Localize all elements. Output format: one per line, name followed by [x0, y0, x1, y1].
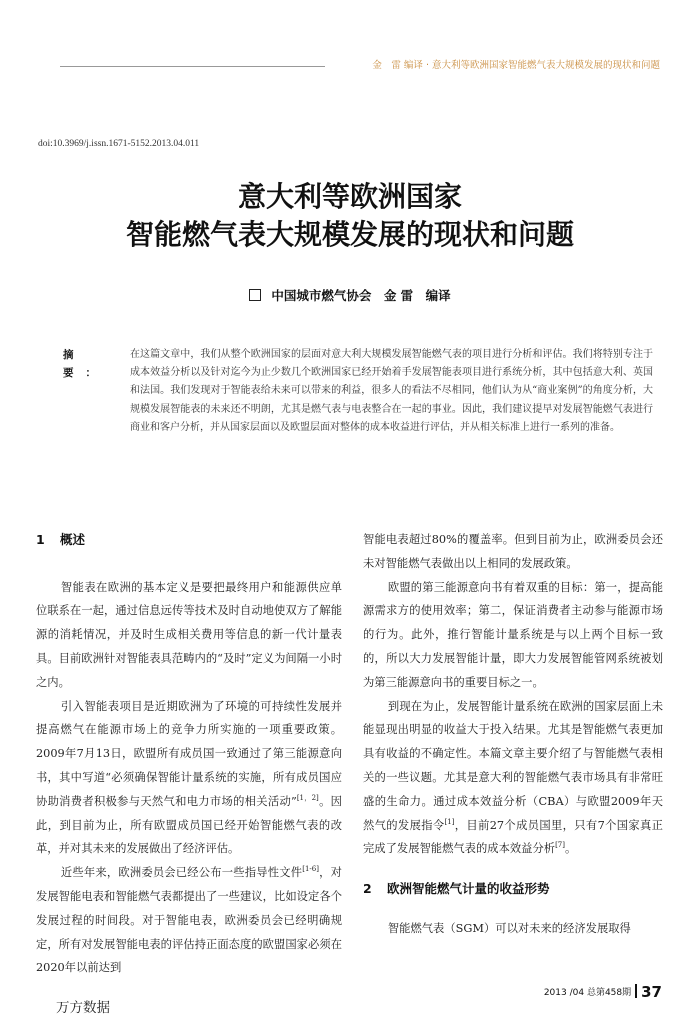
citation-ref: [1] [444, 817, 455, 826]
square-icon [249, 289, 261, 301]
left-paragraph-2 [36, 695, 342, 862]
doi: doi:10.3969/j.issn.1671-5152.2013.04.011 [38, 139, 200, 149]
section-1-number: 1 [36, 532, 45, 547]
byline [0, 286, 700, 304]
left-paragraph-3 [36, 861, 342, 980]
citation-ref: [1，2] [296, 794, 319, 802]
right-paragraph-3 [363, 695, 663, 862]
right-paragraph-2: 欧盟的第三能源意向书有着双重的目标：第一，提高能源需求方的使用效率；第二，保证消费者主动参与能源市场的行为。此外，推行智能计量系统是与以上两个目标一致的，所以大力发展智能计量，即大力发展智能管网系统被划为第三能源意向书的重要目标之一。 [363, 580, 663, 689]
title-line-1: 意大利等欧洲国家 [237, 180, 462, 213]
abstract-label: 摘 要： [63, 349, 108, 380]
article-title [0, 178, 700, 254]
left-p2-text-b: 。因此，到目前为止，所有欧盟成员国已经开始智能燃气表的改革，并对其未来的发展做出了经济评估。 [36, 794, 342, 856]
section-2-number: 2 [363, 881, 372, 897]
abstract-text: 在这篇文章中，我们从整个欧洲国家的层面对意大利大规模发展智能燃气表的项目进行分析和评估。我们将特别专注于成本效益分析以及针对迄今为止少数几个欧洲国家已经开始着手发展智能表项目进行系统分析，其中包括意大利、英国和法国。我们发现对于智能表给未来可以带来的利益，很多人的看法不尽相同，他们认为从“商业案例”的角度分析，大规模发展智能表的未来还不明朗，尤其是燃气表与电表整合在一起的事业。因此，我们建议提早对发展智能燃气表进行商业和客户分析，并从国家层面以及欧盟层面对整体的成本收益进行评估，并从相关标准上进行一系列的准备。 [130, 349, 653, 433]
running-header: 金 雷 编译 · 意大利等欧洲国家智能燃气表大规模发展的现状和问题 [372, 60, 660, 71]
left-column [36, 528, 342, 980]
citation-ref: [7] [555, 841, 565, 850]
right-paragraph-4: 智能燃气表（SGM）可以对未来的经济发展取得 [387, 921, 631, 935]
page-number: 37 [641, 983, 662, 1001]
section-2-title: 欧洲智能燃气计量的收益形势 [387, 881, 550, 897]
citation-ref: [1-6] [302, 865, 319, 874]
right-p3-text-c: 。 [564, 842, 577, 856]
left-p2-text-a: 引入智能表项目是近期欧洲为了环境的可持续性发展并提高燃气在能源市场上的竞争力所实施的一项重要政策。2009年7月13日，欧盟所有成员国一致通过了第三能源意向书，其中写道“必须确保智能计量系统的实施，所有成员国应协助消费者积极参与天然气和电力市场的相关活动” [36, 699, 342, 808]
right-p3-text-a: 到现在为止，发展智能计量系统在欧洲的国家层面上未能显现出明显的收益大于投入结果。尤其是智能燃气表更加具有收益的不确定性。本篇文章主要介绍了与智能燃气表相关的一些议题。尤其是意大利的智能燃气表市场具有非常旺盛的生命力。通过成本效益分析（CBA）与欧盟2009年天然气的发展指令 [363, 699, 663, 832]
divider [635, 984, 637, 998]
issue-info: 2013 /04 总第458期 [543, 988, 632, 998]
left-p3-text-a: 近些年来，欧洲委员会已经公布一些指导性文件 [60, 866, 303, 880]
title-line-2: 智能燃气表大规模发展的现状和问题 [125, 218, 574, 251]
left-p3-text-b: ，对发展智能电表和智能燃气表都提出了一些建议，比如设定各个发展过程的时间段。对于智能电表，欧洲委员会已经明确规定，所有对发展智能电表的评估持正面态度的欧盟国家必须在2020年以前达到 [36, 866, 342, 975]
watermark: 万方数据 [56, 1000, 110, 1016]
section-2-heading [363, 877, 663, 901]
byline-text: 中国城市燃气协会 金 雷 编译 [271, 288, 451, 303]
right-column [363, 528, 663, 941]
right-p3-text-b: ，目前27个成员国里，只有7个国家真正完成了发展智能燃气表的成本效益分析 [363, 818, 663, 856]
page-footer [544, 983, 662, 1001]
right-paragraph-1: 智能电表超过80%的覆盖率。但到目前为止，欧洲委员会还未对智能燃气表做出以上相同的发展政策。 [363, 533, 663, 570]
header-rule [60, 66, 325, 67]
section-1-title: 概述 [60, 532, 86, 547]
section-1-heading [36, 528, 342, 552]
abstract [63, 346, 653, 437]
left-paragraph-1: 智能表在欧洲的基本定义是要把最终用户和能源供应单位联系在一起，通过信息远传等技术及时自动地使双方了解能源的消耗情况，并及时生成相关费用等信息的新一代计量表具。目前欧洲针对智能表具范畴内的“及时”定义为间隔一小时之内。 [36, 580, 342, 689]
